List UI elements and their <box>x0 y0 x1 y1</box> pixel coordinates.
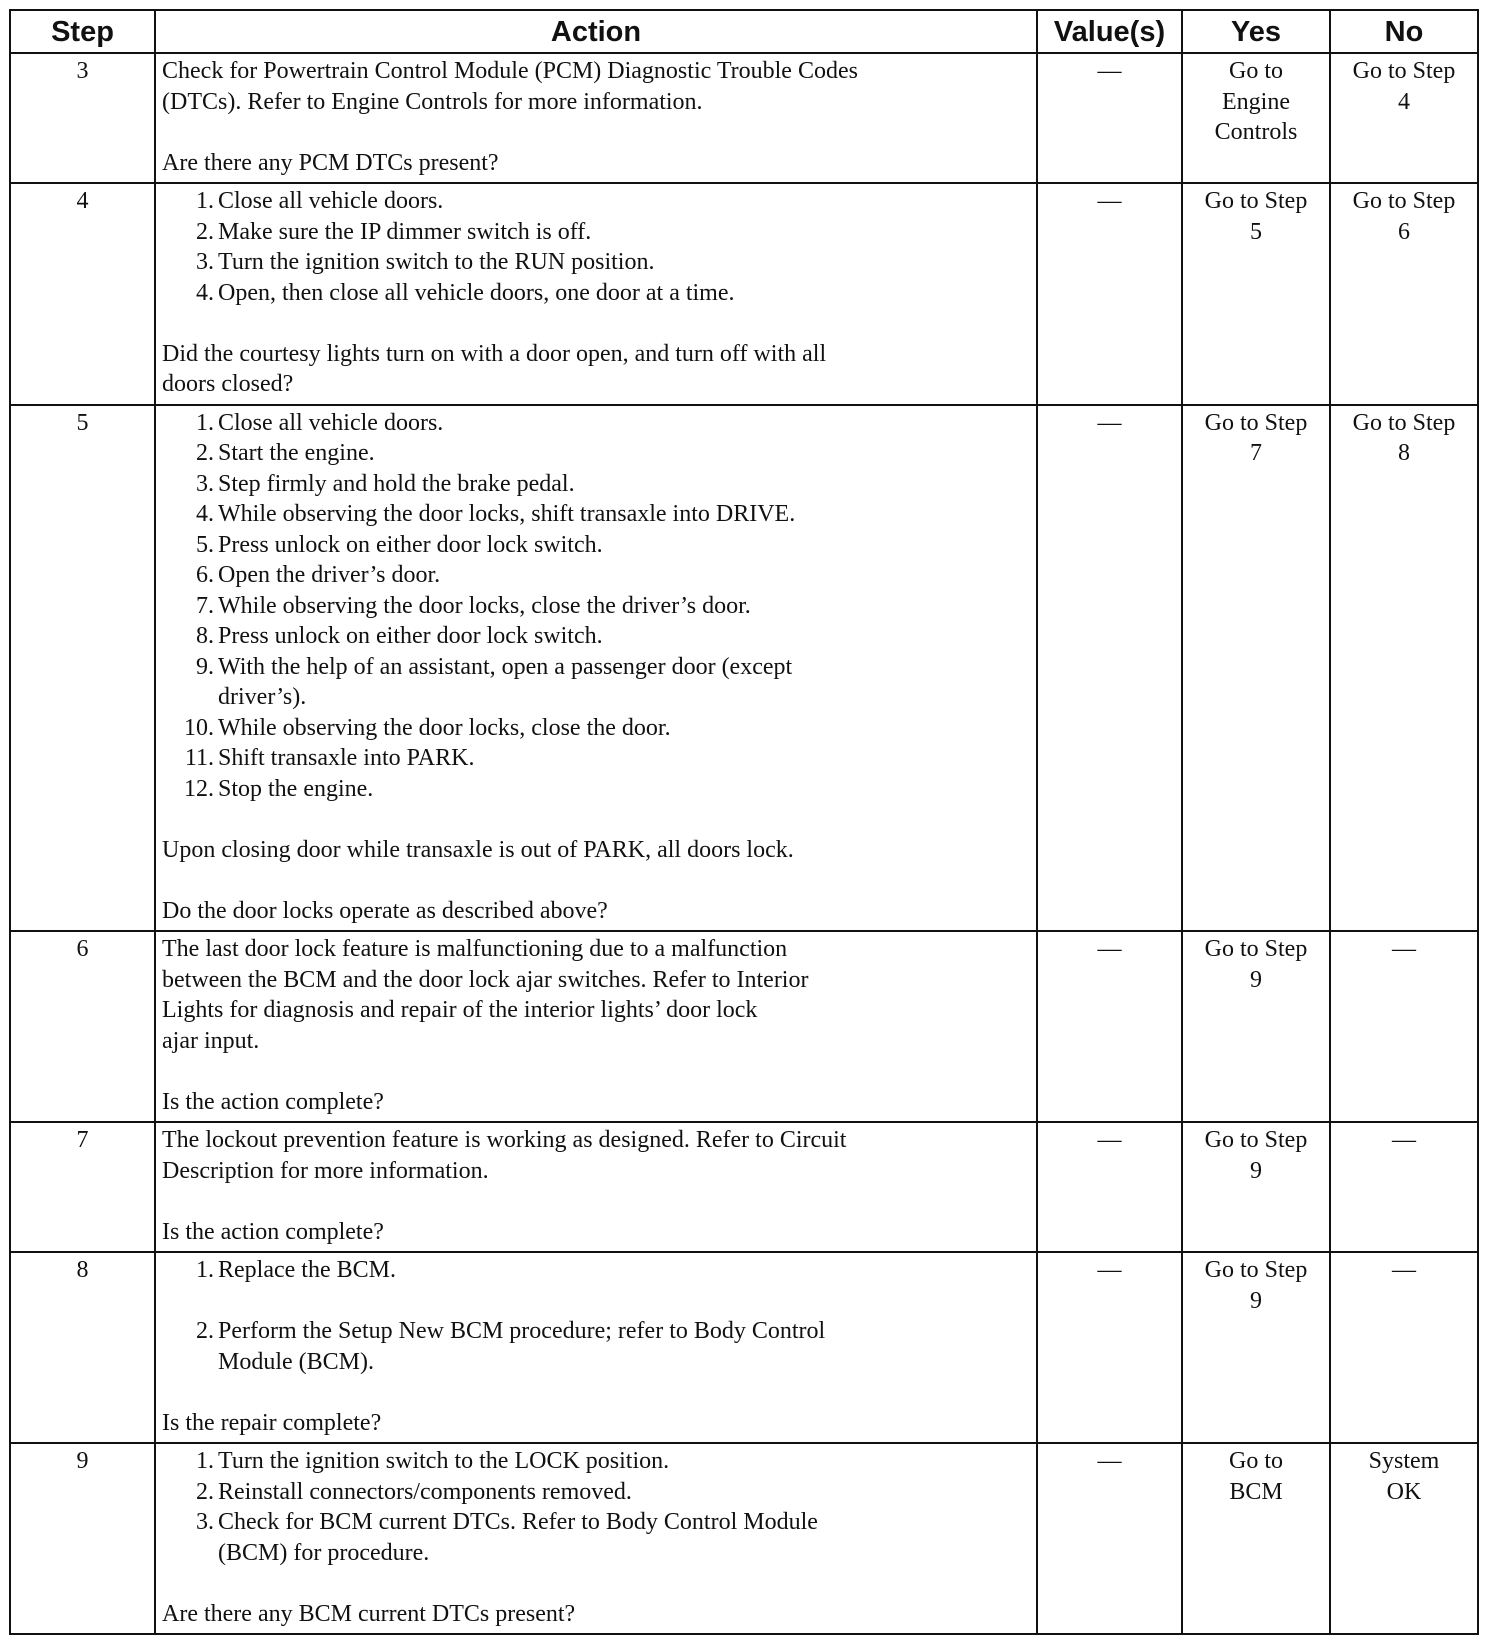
procedure-item <box>162 1255 1030 1286</box>
procedure-item <box>162 743 1030 774</box>
procedure-item <box>162 713 1030 744</box>
procedure-item-text: Turn the ignition switch to the LOCK position. <box>218 1448 670 1474</box>
procedure-item-text: Make sure the IP dimmer switch is off. <box>218 218 592 245</box>
procedure-item-text: Start the engine. <box>218 440 375 466</box>
procedure-item-number: 3. <box>196 249 214 275</box>
no-text: System OK <box>1368 1448 1440 1505</box>
procedure-item-text: Step firmly and hold the brake pedal. <box>218 470 575 497</box>
value-text: — <box>1097 188 1122 214</box>
procedure-item <box>162 1446 1030 1477</box>
procedure-item <box>162 774 1030 805</box>
procedure-item <box>162 1507 1030 1568</box>
procedure-item <box>162 530 1030 561</box>
procedure-item-number: 3. <box>196 470 214 497</box>
procedure-item <box>162 1477 1030 1508</box>
procedure-item <box>162 438 1030 469</box>
procedure-item-text: Reinstall connectors/components removed. <box>218 1478 632 1505</box>
procedure-list <box>162 186 1030 308</box>
procedure-item-number: 1. <box>196 1257 214 1283</box>
header-action: Action <box>155 10 1037 53</box>
procedure-item <box>162 247 1030 278</box>
action-text: The lockout prevention feature is working as designed. Refer to Circuit Description for more information. <box>162 1127 847 1184</box>
yes-text: Go to Engine Controls <box>1214 58 1298 145</box>
procedure-item <box>162 591 1030 622</box>
action-cell <box>155 1443 1037 1634</box>
procedure-item-text: Turn the ignition switch to the RUN position. <box>218 249 655 275</box>
procedure-item-number: 7. <box>196 592 214 619</box>
procedure-list <box>162 408 1030 805</box>
table-row <box>10 931 1478 1122</box>
procedure-item-number: 2. <box>196 1478 214 1505</box>
no-text: Go to Step 8 <box>1352 409 1456 466</box>
yes-text: Go to Step 5 <box>1204 188 1308 245</box>
procedure-item-number: 8. <box>196 623 214 649</box>
procedure-item <box>162 217 1030 248</box>
procedure-item-text: While observing the door locks, close the door. <box>218 714 671 741</box>
value-cell <box>1037 1122 1182 1252</box>
value-text: — <box>1097 1448 1122 1474</box>
step-number: 9 <box>10 1443 155 1634</box>
header-row <box>10 10 1478 53</box>
value-text: — <box>1097 409 1122 436</box>
procedure-item <box>162 408 1030 439</box>
no-cell <box>1330 1252 1478 1443</box>
procedure-item <box>162 621 1030 652</box>
procedure-item-text: Stop the engine. <box>218 775 374 802</box>
value-text: — <box>1097 1127 1122 1153</box>
action-question: Is the repair complete? <box>162 1409 382 1436</box>
step-number: 4 <box>10 183 155 405</box>
procedure-item-text: Shift transaxle into PARK. <box>218 745 475 771</box>
yes-cell <box>1182 183 1330 405</box>
procedure-item-text: With the help of an assistant, open a passenger door (except driver’s). <box>218 653 793 710</box>
procedure-item-number: 9. <box>196 653 214 680</box>
header-values: Value(s) <box>1037 10 1182 53</box>
procedure-list <box>162 1446 1030 1568</box>
yes-cell <box>1182 931 1330 1122</box>
procedure-item-text: While observing the door locks, shift transaxle into DRIVE. <box>218 501 796 527</box>
procedure-item-text: Open, then close all vehicle doors, one door at a time. <box>218 279 735 306</box>
action-question: Did the courtesy lights turn on with a door open, and turn off with all doors closed? <box>162 340 827 397</box>
table-body <box>10 53 1478 1634</box>
header-step: Step <box>10 10 155 53</box>
step-number: 3 <box>10 53 155 183</box>
action-question: Is the action complete? <box>162 1218 384 1245</box>
diagnostic-table <box>9 9 1479 1635</box>
procedure-item <box>162 469 1030 500</box>
procedure-item-text: While observing the door locks, close the driver’s door. <box>218 592 751 619</box>
table-row <box>10 1443 1478 1634</box>
yes-text: Go to Step 9 <box>1204 1257 1308 1314</box>
procedure-item <box>162 1316 1030 1377</box>
no-text: Go to Step 6 <box>1352 188 1456 245</box>
procedure-item-number: 2. <box>196 1318 214 1344</box>
value-text: — <box>1097 936 1122 962</box>
header-yes: Yes <box>1182 10 1330 53</box>
procedure-item-number: 6. <box>196 562 214 588</box>
action-question: Is the action complete? <box>162 1088 384 1115</box>
table-row <box>10 183 1478 405</box>
procedure-item-number: 3. <box>196 1509 214 1535</box>
procedure-item-text: Check for BCM current DTCs. Refer to Body Control Module (BCM) for procedure. <box>218 1509 818 1566</box>
value-cell <box>1037 405 1182 932</box>
action-cell <box>155 405 1037 932</box>
procedure-item-text: Press unlock on either door lock switch. <box>218 531 603 558</box>
step-number: 8 <box>10 1252 155 1443</box>
procedure-item <box>162 652 1030 713</box>
procedure-item <box>162 499 1030 530</box>
action-cell <box>155 931 1037 1122</box>
procedure-item-number: 1. <box>196 409 214 436</box>
action-question: Are there any BCM current DTCs present? <box>162 1600 576 1627</box>
no-cell <box>1330 183 1478 405</box>
procedure-list <box>162 1255 1030 1377</box>
action-cell <box>155 1122 1037 1252</box>
no-cell <box>1330 1443 1478 1634</box>
procedure-item-number: 2. <box>196 218 214 245</box>
procedure-item-number: 1. <box>196 188 214 214</box>
procedure-item-text: Close all vehicle doors. <box>218 409 444 436</box>
action-note: Upon closing door while transaxle is out of PARK, all doors lock. <box>162 836 794 863</box>
yes-cell <box>1182 405 1330 932</box>
no-cell <box>1330 931 1478 1122</box>
procedure-item-number: 12. <box>184 775 214 802</box>
action-cell <box>155 53 1037 183</box>
no-cell <box>1330 1122 1478 1252</box>
value-cell <box>1037 1252 1182 1443</box>
value-text: — <box>1097 1257 1122 1283</box>
yes-cell <box>1182 53 1330 183</box>
procedure-item-number: 1. <box>196 1448 214 1474</box>
action-cell <box>155 1252 1037 1443</box>
value-cell <box>1037 1443 1182 1634</box>
no-text: Go to Step 4 <box>1352 58 1456 115</box>
no-cell <box>1330 53 1478 183</box>
value-cell <box>1037 183 1182 405</box>
no-text: — <box>1392 1127 1416 1153</box>
action-text: The last door lock feature is malfunctioning due to a malfunction between the BCM and the door lock ajar switches. Refer to Interior Lights for diagnosis and repair of the interior lights’ door lock ajar input. <box>162 936 809 1054</box>
yes-text: Go to Step 9 <box>1204 1127 1308 1184</box>
action-cell <box>155 183 1037 405</box>
yes-text: Go to Step 9 <box>1204 936 1308 993</box>
action-question: Do the door locks operate as described above? <box>162 897 608 924</box>
header-no: No <box>1330 10 1478 53</box>
procedure-item-number: 10. <box>184 714 214 741</box>
no-text: — <box>1392 936 1416 962</box>
procedure-item-text: Replace the BCM. <box>218 1257 396 1283</box>
procedure-item <box>162 278 1030 309</box>
action-question: Are there any PCM DTCs present? <box>162 149 499 176</box>
procedure-item-text: Close all vehicle doors. <box>218 188 444 214</box>
action-text: Check for Powertrain Control Module (PCM) Diagnostic Trouble Codes (DTCs). Refer to Engine Controls for more information. <box>162 58 858 115</box>
step-number: 5 <box>10 405 155 932</box>
procedure-item-number: 5. <box>196 531 214 558</box>
no-cell <box>1330 405 1478 932</box>
procedure-item-text: Perform the Setup New BCM procedure; refer to Body Control Module (BCM). <box>218 1318 826 1375</box>
table-row <box>10 1122 1478 1252</box>
procedure-item <box>162 186 1030 217</box>
value-cell <box>1037 53 1182 183</box>
yes-cell <box>1182 1443 1330 1634</box>
yes-cell <box>1182 1252 1330 1443</box>
table-row <box>10 53 1478 183</box>
table-row <box>10 1252 1478 1443</box>
step-number: 7 <box>10 1122 155 1252</box>
step-number: 6 <box>10 931 155 1122</box>
procedure-item-number: 4. <box>196 501 214 527</box>
procedure-item <box>162 560 1030 591</box>
procedure-item-number: 4. <box>196 279 214 306</box>
value-cell <box>1037 931 1182 1122</box>
procedure-item-number: 2. <box>196 440 214 466</box>
value-text: — <box>1097 58 1122 84</box>
yes-text: Go to BCM <box>1229 1448 1283 1505</box>
no-text: — <box>1392 1257 1416 1283</box>
procedure-item-text: Open the driver’s door. <box>218 562 441 588</box>
yes-cell <box>1182 1122 1330 1252</box>
yes-text: Go to Step 7 <box>1204 409 1308 466</box>
table-row <box>10 405 1478 932</box>
procedure-item-number: 11. <box>184 745 214 771</box>
procedure-item-text: Press unlock on either door lock switch. <box>218 623 603 649</box>
